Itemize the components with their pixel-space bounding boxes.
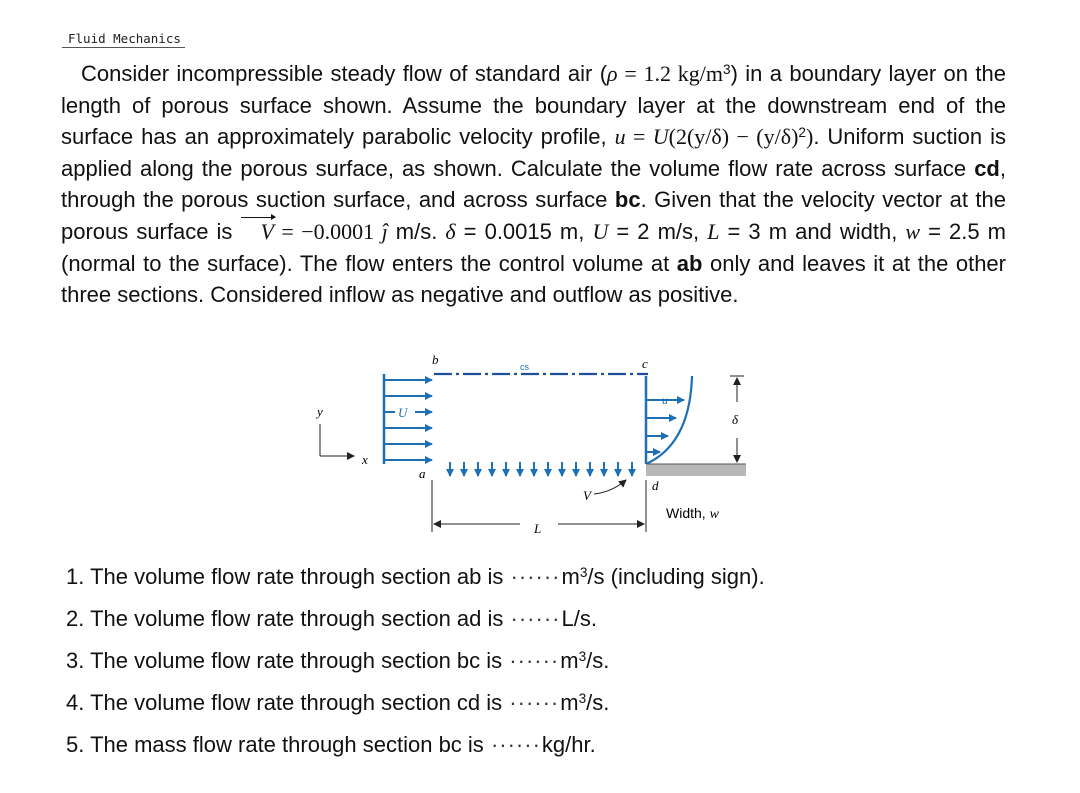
velocity-value: = −0.0001 — [273, 218, 382, 244]
problem-text: = 2 m/s, — [608, 218, 708, 244]
problem-text: = 0.0015 m, — [455, 218, 593, 244]
outlet-profile — [646, 376, 692, 464]
coordinate-axes — [315, 404, 368, 467]
problem-text: m/s. — [387, 218, 446, 244]
question-item: 5. The mass flow rate through section bc is ······kg/hr. — [66, 732, 596, 757]
question-item: 1. The volume flow rate through section ab is $\cdot\cdot\cdot\cdot\cdot\cdot m^3/s$ (including sign). — [66, 564, 765, 589]
delta-label: δ — [732, 412, 739, 427]
question-item: 2. The volume flow rate through section ad is ······L/s. — [66, 606, 597, 631]
equals: = — [625, 124, 653, 150]
u-symbol: u — [614, 124, 626, 150]
length-label: L — [534, 521, 542, 536]
problem-text: , through the porous suction surface, and across surface — [61, 155, 1006, 213]
y-axis-label: y — [317, 404, 323, 419]
rho-symbol: ρ — [607, 61, 618, 86]
question-item: 3. The volume flow rate through section bc is $\cdot\cdot\cdot\cdot\cdot\cdot m^3/s$. — [66, 648, 610, 673]
surface-bc: bc — [614, 187, 641, 213]
superscript: 2 — [798, 125, 806, 141]
section-ab: ab — [676, 250, 703, 276]
problem-text: ) in a boundary layer on the length of porous surface shown. Assume the boundary layer at the downstream end of the surface has an approximately parabolic velocity profile, — [61, 61, 1006, 150]
solid-wall — [646, 464, 746, 476]
answer-blank[interactable]: ······ — [509, 690, 560, 715]
inlet-flow-arrows — [384, 374, 432, 464]
width-label: Width, w — [666, 505, 719, 522]
U-symbol: U — [652, 124, 669, 150]
delta-symbol: δ — [445, 218, 456, 244]
corner-c-label: c — [642, 356, 648, 371]
course-header: Fluid Mechanics — [62, 31, 185, 48]
problem-text: = 3 m and width, — [719, 218, 906, 244]
problem-text: = 2.5 m (normal to the surface). The flow enters the control volume at — [61, 218, 1007, 276]
problem-text: . Given that the velocity vector at the porous surface is — [61, 187, 1006, 244]
suction-arrows — [450, 462, 632, 476]
superscript: 3 — [723, 62, 731, 78]
U-symbol: U — [592, 218, 609, 244]
suction-velocity-pointer — [594, 480, 626, 494]
density-value: = 1.2 kg/m — [617, 61, 724, 86]
suction-velocity-label: V — [583, 488, 591, 503]
answer-blank[interactable]: ······ — [509, 648, 560, 673]
problem-text: . Uniform suction is applied along the porous surface, as shown. Calculate the volume flow rate across surface — [61, 124, 1006, 181]
corner-d-label: d — [652, 478, 659, 493]
j-unit-vector: ĵ — [381, 218, 388, 244]
velocity-profile: (2(y/δ) − (y/δ) — [668, 124, 799, 150]
question-list — [66, 560, 765, 770]
L-symbol: L — [707, 218, 720, 244]
question-item: 4. The volume flow rate through section cd is $\cdot\cdot\cdot\cdot\cdot\cdot m^3/s$. — [66, 690, 610, 715]
w-symbol: w — [905, 218, 921, 244]
answer-blank[interactable]: ······ — [510, 606, 561, 631]
outlet-velocity-label: u — [662, 393, 668, 407]
inlet-velocity-label: U — [398, 405, 408, 420]
answer-blank[interactable]: ······ — [490, 732, 541, 757]
problem-statement — [61, 58, 1006, 311]
surface-cd: cd — [974, 155, 1000, 181]
velocity-profile-close: ) — [805, 124, 814, 150]
boundary-layer-diagram — [300, 352, 760, 542]
corner-b-label: b — [432, 352, 439, 367]
control-surface-label: cs — [520, 362, 529, 372]
x-axis-label: x — [362, 452, 368, 467]
velocity-vector-symbol: V — [240, 216, 273, 248]
corner-a-label: a — [419, 466, 426, 481]
problem-text: Consider incompressible steady flow of standard air ( — [81, 61, 608, 86]
problem-text: only and leaves it at the other three sections. Considered inflow as negative and outflow as positive. — [61, 250, 1006, 308]
answer-blank[interactable]: ······ — [510, 564, 561, 589]
